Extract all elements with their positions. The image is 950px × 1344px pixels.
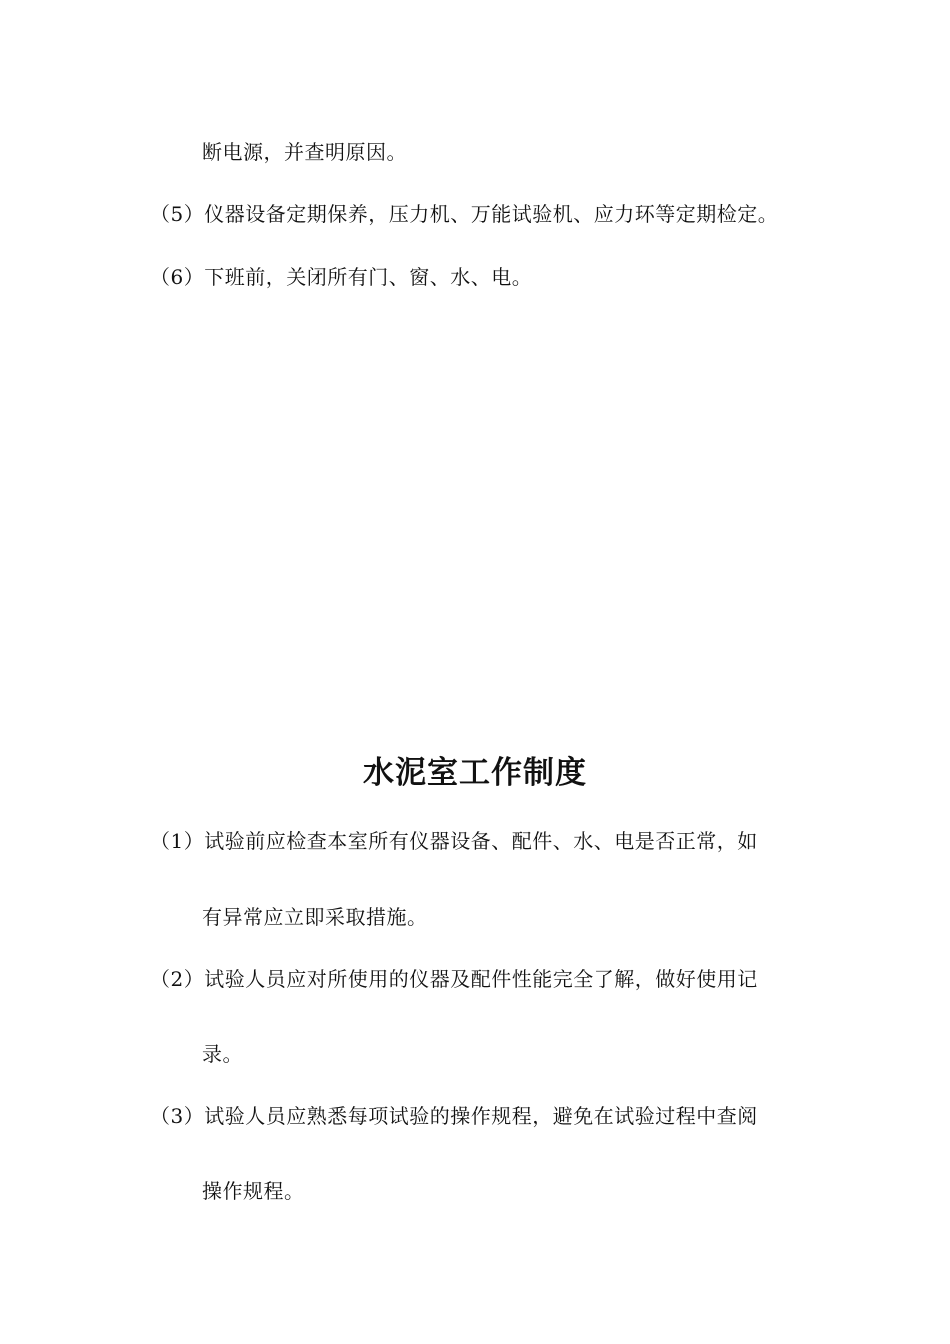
list-item-5: （5）仪器设备定期保养，压力机、万能试验机、应力环等定期检定。 [150,202,779,226]
list-item-6: （6）下班前，关闭所有门、窗、水、电。 [150,265,533,289]
list-item-3-line-1: （3）试验人员应熟悉每项试验的操作规程，避免在试验过程中查阅 [150,1104,758,1128]
list-item-2-line-2: 录。 [202,1042,243,1066]
list-item-1-line-2: 有异常应立即采取措施。 [202,905,428,929]
section-title: 水泥室工作制度 [363,755,587,791]
list-item-3-line-2: 操作规程。 [202,1179,305,1203]
paragraph-continuation: 断电源，并查明原因。 [202,140,407,164]
list-item-2-line-1: （2）试验人员应对所使用的仪器及配件性能完全了解，做好使用记 [150,967,758,991]
list-item-1-line-1: （1）试验前应检查本室所有仪器设备、配件、水、电是否正常，如 [150,829,758,853]
